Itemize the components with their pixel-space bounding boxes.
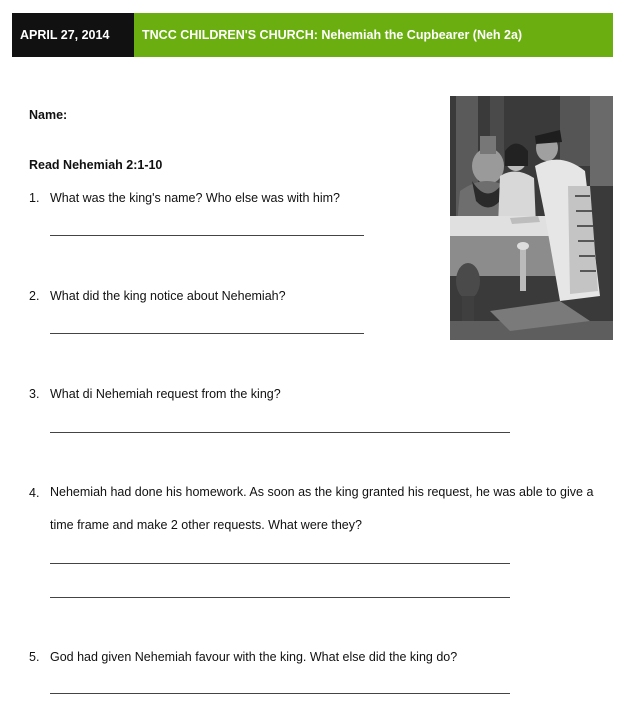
question-number: 5. bbox=[29, 650, 40, 664]
answer-line-2[interactable] bbox=[50, 333, 364, 334]
header-banner bbox=[12, 13, 613, 57]
answer-line-3[interactable] bbox=[50, 432, 510, 433]
question-text: What did the king notice about Nehemiah? bbox=[50, 289, 286, 303]
question-number: 1. bbox=[29, 191, 40, 205]
answer-line-4a[interactable] bbox=[50, 563, 510, 564]
question-number: 4. bbox=[29, 486, 40, 500]
question-text: Nehemiah had done his homework. As soon as the king granted his request, he was able to give a time frame and make 2 other requests. What were they? bbox=[50, 485, 594, 532]
question-number: 2. bbox=[29, 289, 40, 303]
question-2 bbox=[29, 289, 286, 303]
answer-line-1[interactable] bbox=[50, 235, 364, 236]
answer-line-5[interactable] bbox=[50, 693, 510, 694]
illustration-icon bbox=[450, 96, 613, 340]
question-text: What di Nehemiah request from the king? bbox=[50, 387, 281, 401]
question-number: 3. bbox=[29, 387, 40, 401]
reading-reference: Read Nehemiah 2:1-10 bbox=[29, 158, 163, 172]
question-text: God had given Nehemiah favour with the king. What else did the king do? bbox=[50, 650, 458, 664]
name-label: Name: bbox=[29, 108, 68, 122]
header-title: TNCC CHILDREN'S CHURCH: Nehemiah the Cupbearer (Neh 2a) bbox=[134, 13, 613, 57]
question-3 bbox=[29, 387, 281, 401]
question-text: What was the king's name? Who else was with him? bbox=[50, 191, 341, 205]
question-1 bbox=[29, 191, 340, 205]
answer-line-4b[interactable] bbox=[50, 597, 510, 598]
question-5 bbox=[29, 650, 457, 664]
header-date: APRIL 27, 2014 bbox=[12, 13, 134, 57]
